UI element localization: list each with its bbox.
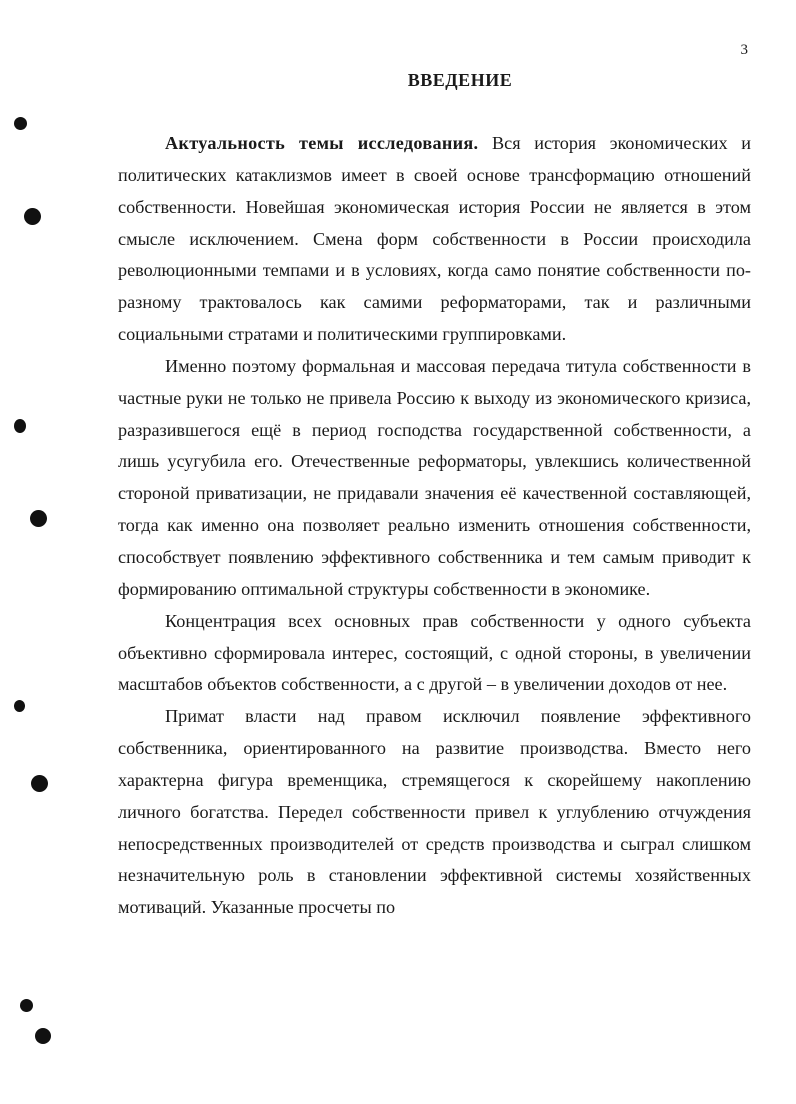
binder-hole-mark (24, 208, 41, 225)
document-body (118, 128, 751, 924)
binder-hole-mark (35, 1028, 51, 1044)
paragraph: Именно поэтому формальная и массовая передача титула собственности в частные руки не только не привела Россию к выходу из экономического кризиса, разразившегося ещё в период господства государственной собственности, а лишь усугубила его. Отечественные реформаторы, увлекшись количественной стороной приватизации, не придавали значения её качественной составляющей, тогда как именно она позволяет реально изменить отношения собственности, способствует появлению эффективного собственника и тем самым приводит к формированию оптимальной структуры собственности в экономике. (118, 355, 751, 599)
binder-hole-mark (30, 510, 47, 527)
paragraph-text: Вся история экономических и политических катаклизмов имеет в своей основе трансформацию отношений собственности. Новейшая экономическая история России не является в этом смысле исключением. Смена форм собственности в России происходила революционными темпами и в условиях, когда само понятие собственности по-разному трактовалось как самими реформаторами, так и различными социальными стратами и политическими группировками. (118, 133, 752, 345)
paragraph-lead: Актуальность темы исследования. (165, 133, 479, 153)
binder-hole-mark (14, 419, 26, 433)
binder-hole-mark (14, 700, 25, 712)
paragraph: Примат власти над правом исключил появление эффективного собственника, ориентированного на развитие производства. Вместо него характерна фигура временщика, стремящегося к скорейшему накоплению личного богатства. Передел собственности привел к углублению отчуждения непосредственных производителей от средств производства и сыграл слишком незначительную роль в становлении эффективной системы хозяйственных мотиваций. Указанные просчеты по (118, 706, 751, 918)
paragraph: Концентрация всех основных прав собственности у одного субъекта объективно сформировала интерес, состоящий, с одной стороны, в увеличении масштабов объектов собственности, а с другой – в увеличении доходов от нее. (118, 610, 751, 695)
binder-hole-mark (31, 775, 48, 792)
page-title: ВВЕДЕНИЕ (407, 70, 513, 90)
paragraph (118, 128, 751, 351)
page-number: 3 (740, 42, 748, 58)
binder-hole-mark (14, 117, 27, 130)
binder-hole-mark (20, 999, 33, 1012)
